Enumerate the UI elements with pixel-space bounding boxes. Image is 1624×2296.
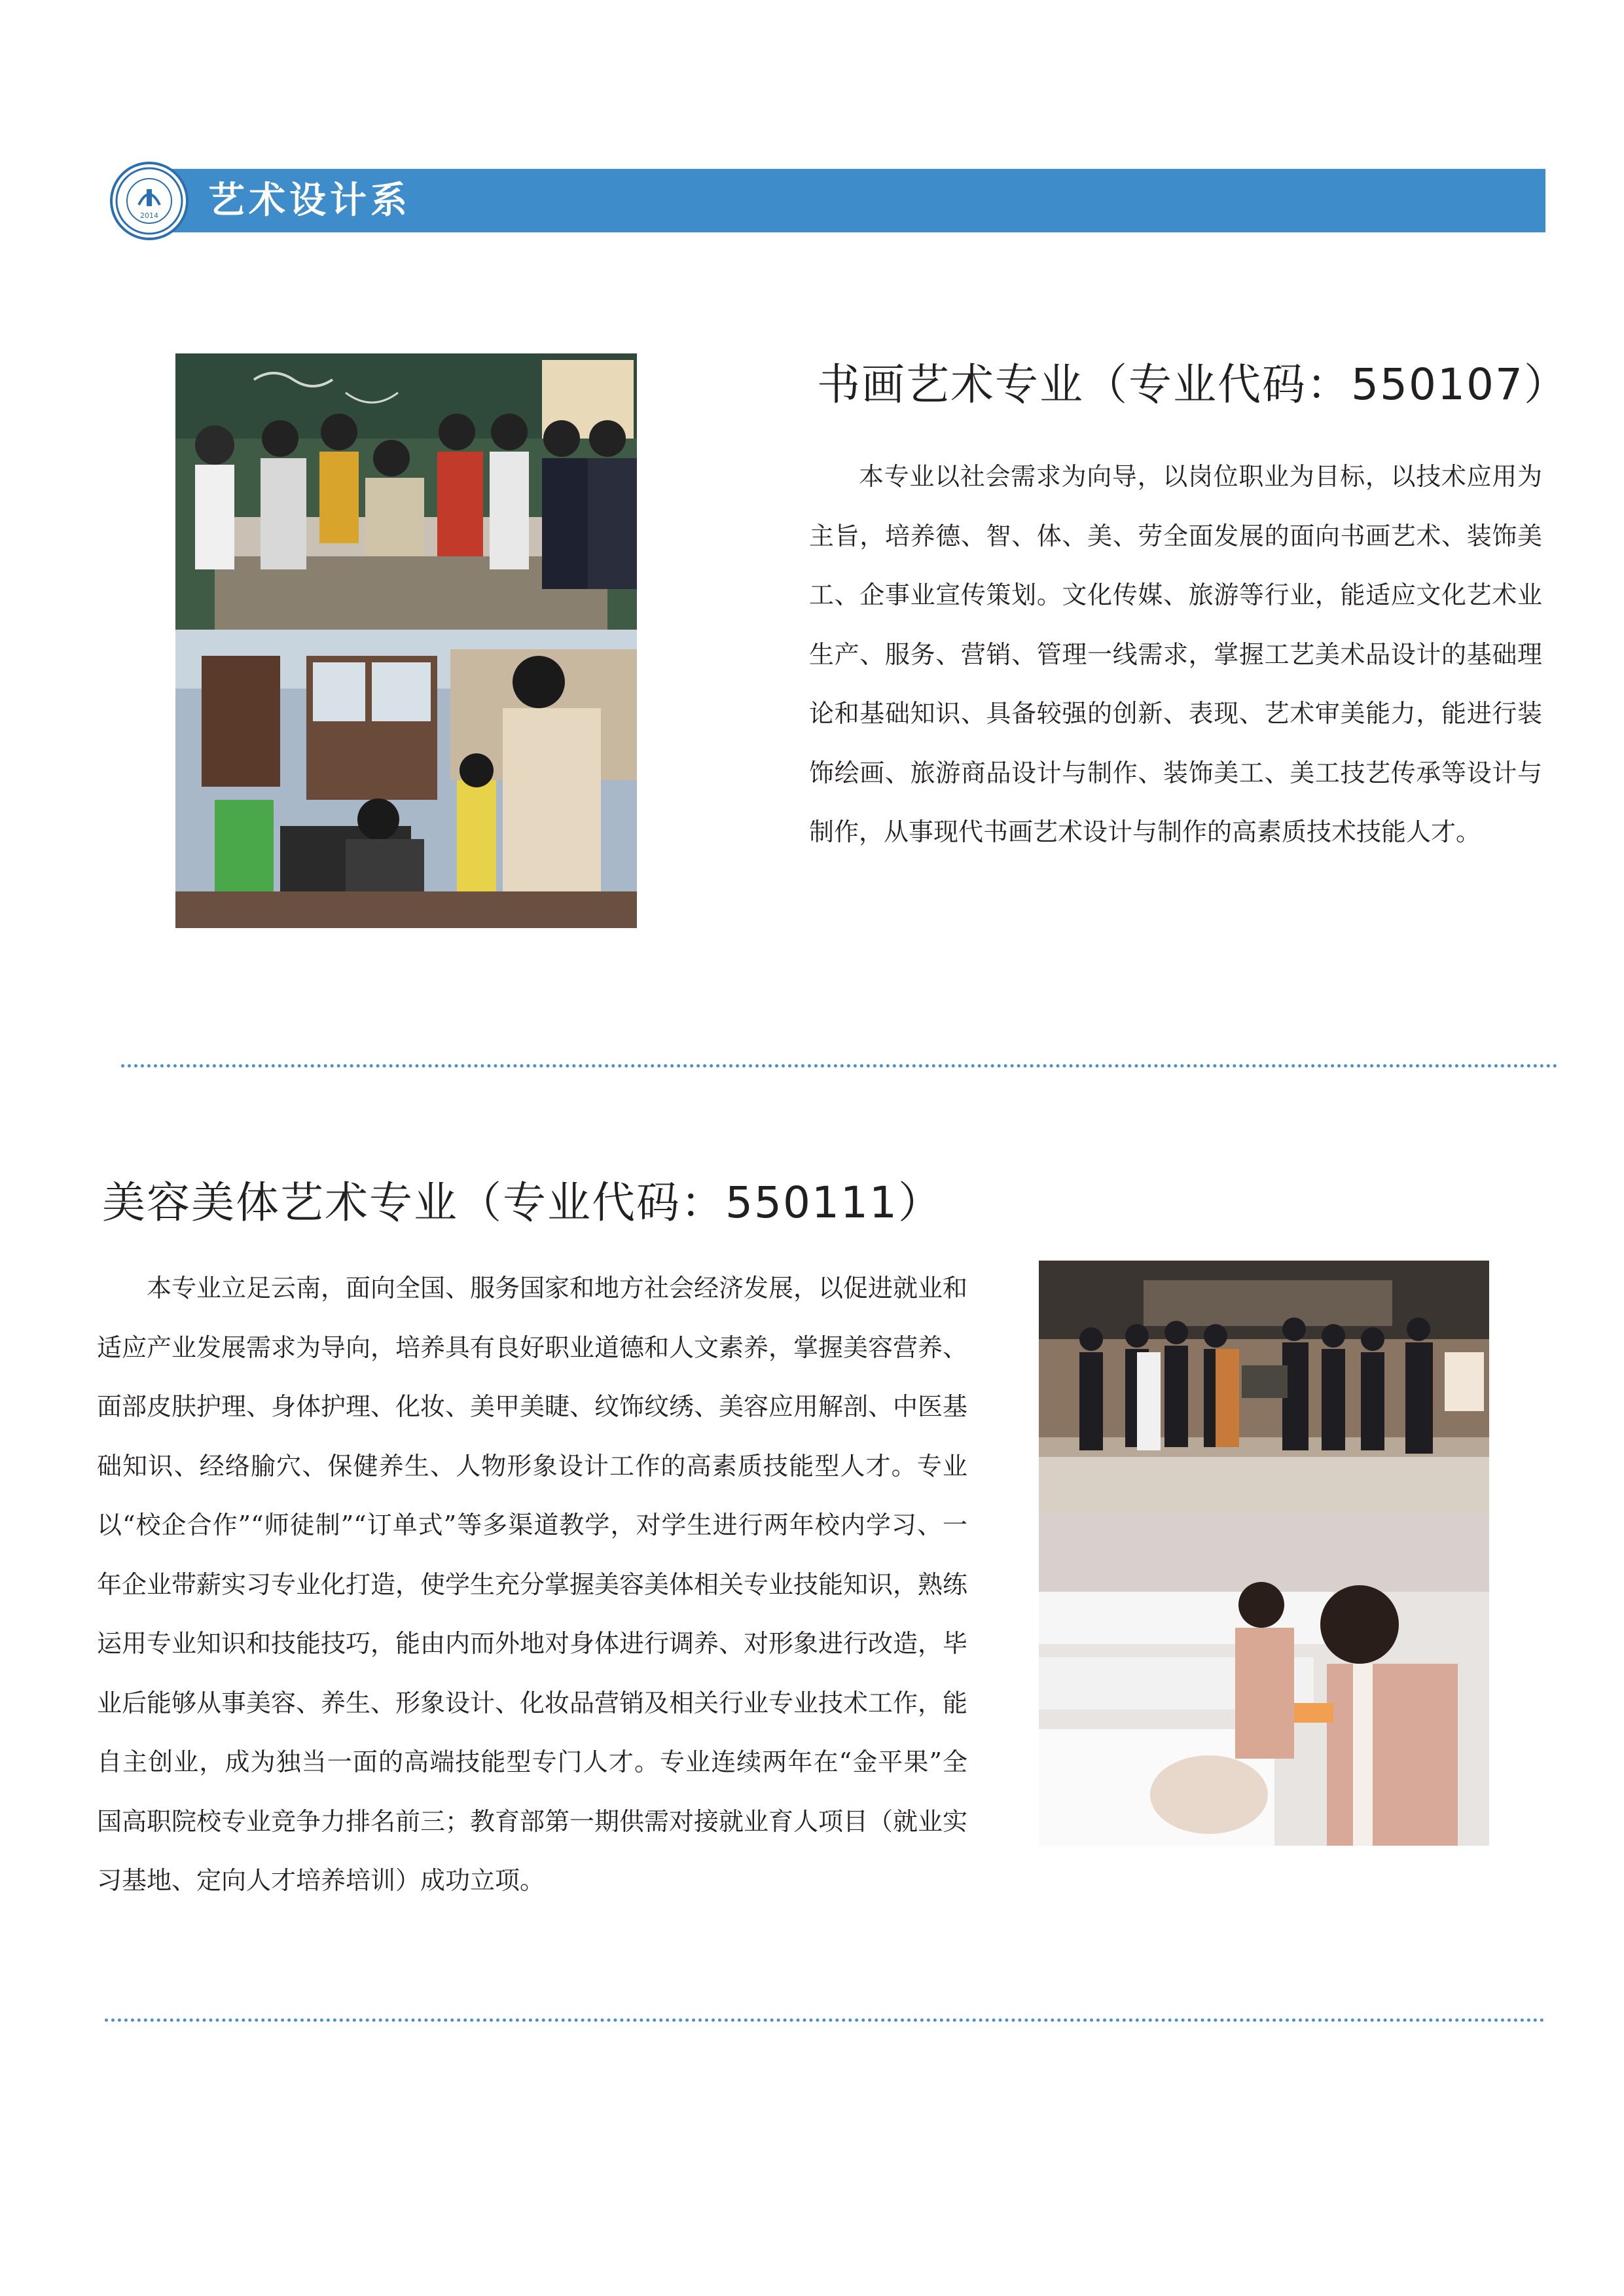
facial-care-training-photo bbox=[1039, 1513, 1489, 1846]
school-logo bbox=[110, 162, 189, 240]
svg-text:2014: 2014 bbox=[140, 211, 158, 220]
school-emblem-icon bbox=[113, 164, 186, 238]
calligraphy-major-title: 书画艺术专业（专业代码：550107） bbox=[817, 359, 1568, 410]
beauty-school-ceremony-photo bbox=[1039, 1261, 1489, 1513]
department-title: 艺术设计系 bbox=[208, 179, 411, 222]
calligraphy-class-photo bbox=[175, 353, 637, 630]
beauty-major-title: 美容美体艺术专业（专业代码：550111） bbox=[102, 1177, 943, 1228]
beauty-major-description: 本专业立足云南，面向全国、服务国家和地方社会经济发展，以促进就业和适应产业发展需求为导向，培养具有良好职业道德和人文素养，掌握美容营养、面部皮肤护理、身体护理、化妆、美甲美睫、纹饰纹绣、美容应用解剖、中医基础知识、经络腧穴、保健养生、人物形象设计工作的高素质技能型人才。专业以“校企合作”“师徒制”“订单式”等多渠道教学，对学生进行两年校内学习、一年企业带薪实习专业化打造，使学生充分掌握美容美体相关专业技能知识，熟练运用专业知识和技能技巧，能由内而外地对身体进行调养、对形象进行改造，毕业后能够从事美容、养生、形象设计、化妆品营销及相关行业专业技术工作，能自主创业，成为独当一面的高端技能型专门人才。专业连续两年在“金平果”全国高职院校专业竞争力排名前三；教育部第一期供需对接就业育人项目（就业实习基地、定向人才培养培训）成功立项。 bbox=[97, 1274, 968, 1895]
section-divider-bottom bbox=[105, 2018, 1545, 2022]
calligraphy-major-description: 本专业以社会需求为向导，以岗位职业为目标，以技术应用为主旨，培养德、智、体、美、劳全面发展的面向书画艺术、装饰美工、企事业宣传策划。文化传媒、旅游等行业，能适应文化艺术业生产、服务、营销、管理一线需求，掌握工艺美术品设计的基础理论和基础知识、具备较强的创新、表现、艺术审美能力，能进行装饰绘画、旅游商品设计与制作、装饰美工、美工技艺传承等设计与制作，从事现代书画艺术设计与制作的高素质技术技能人才。 bbox=[809, 462, 1542, 846]
section-divider bbox=[121, 1064, 1558, 1067]
painting-class-photo bbox=[175, 630, 637, 928]
